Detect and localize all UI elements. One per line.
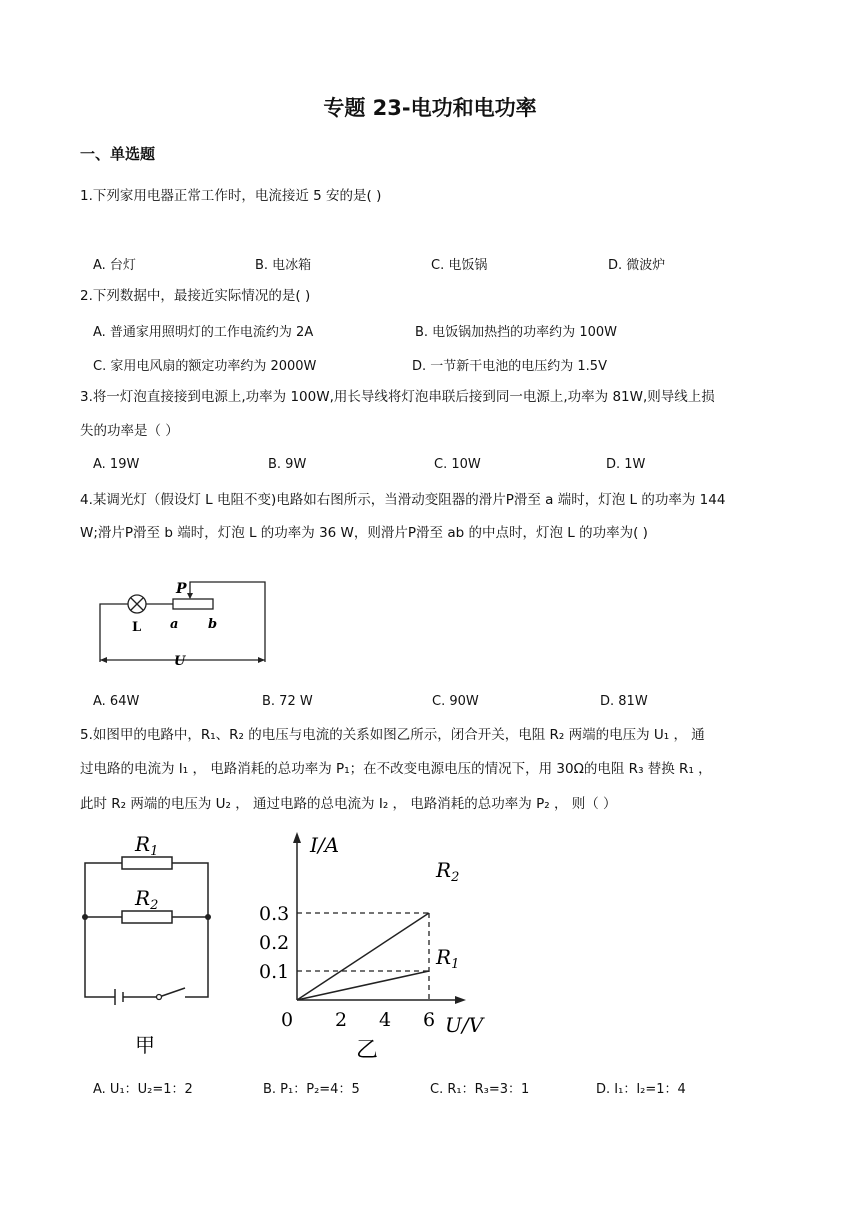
question-2-stem: 2.下列数据中，最接近实际情况的是( ): [80, 288, 311, 304]
question-3-stem-line1: 3.将一灯泡直接接到电源上,功率为 100W,用长导线将灯泡串联后接到同一电源上,功率为 81W,则导线上损: [80, 389, 715, 405]
q2-option-d[interactable]: D. 一节新干电池的电压约为 1.5V: [412, 359, 607, 374]
section-heading: 一、单选题: [80, 145, 156, 163]
q3-option-c[interactable]: C. 10W: [434, 457, 481, 472]
y-axis-label: I/A: [310, 833, 340, 857]
end-b-label: b: [208, 617, 218, 632]
x-axis-arrow: [455, 996, 466, 1004]
series-line-r2: [297, 913, 429, 1000]
q4-option-b[interactable]: B. 72 W: [262, 694, 313, 709]
question-5-stem-line2: 过电路的电流为 I₁ ， 电路消耗的总功率为 P₁；在不改变电源电压的情况下，用 30Ω的电阻 R₃ 替换 R₁ ，: [80, 761, 712, 777]
q5-option-a[interactable]: A. U₁：U₂=1：2: [93, 1082, 193, 1097]
q3-option-a[interactable]: A. 19W: [93, 457, 140, 472]
q3-option-b[interactable]: B. 9W: [268, 457, 307, 472]
question-1-stem: 1.下列家用电器正常工作时，电流接近 5 安的是( ): [80, 188, 382, 204]
y-tick-label: 0.1: [259, 961, 290, 983]
q2-option-a[interactable]: A. 普通家用照明灯的工作电流约为 2A: [93, 325, 314, 340]
r2-label-sub: 2: [150, 898, 159, 913]
q3-option-d[interactable]: D. 1W: [606, 457, 646, 472]
page-title: 专题 23-电功和电功率: [323, 96, 537, 120]
q4-option-d[interactable]: D. 81W: [600, 694, 648, 709]
parallel-circuit-diagram: [75, 825, 220, 1060]
iu-graph: [255, 830, 500, 1062]
question-3-stem-line2: 失的功率是（ ）: [80, 423, 179, 439]
dimmer-circuit-diagram: [90, 572, 280, 672]
end-a-label: a: [170, 617, 179, 632]
circuit-wire-left: [100, 604, 128, 662]
svg-text:R1: [435, 945, 459, 972]
q1-option-b[interactable]: B. 电冰箱: [255, 258, 312, 273]
q2-option-b[interactable]: B. 电饭锅加热挡的功率约为 100W: [415, 325, 617, 340]
x-tick-label: 2: [335, 1009, 348, 1031]
x-axis-label: U/V: [445, 1013, 484, 1037]
figure-yi-caption: 乙: [356, 1038, 379, 1062]
question-4-stem-line2: W;滑片P滑至 b 端时，灯泡 L 的功率为 36 W，则滑片P滑至 ab 的中点时，灯泡 L 的功率为( ): [80, 525, 648, 541]
lamp-label: L: [132, 620, 142, 635]
question-5-stem-line3: 此时 R₂ 两端的电压为 U₂ ， 通过电路的总电流为 I₂ ， 电路消耗的总功率为 P₂ ， 则（ ）: [80, 796, 617, 812]
y-tick-label: 0.3: [259, 903, 290, 925]
figure-jia-caption: 甲: [135, 1033, 155, 1057]
q5-option-c[interactable]: C. R₁：R₃=3：1: [430, 1082, 530, 1097]
q5-option-d[interactable]: D. I₁：I₂=1：4: [596, 1082, 686, 1097]
series-r1-label-sub: 1: [451, 957, 460, 972]
svg-text:R2: [435, 858, 459, 885]
r1-label: R: [135, 832, 151, 856]
voltage-label: U: [174, 654, 186, 669]
r1-label-sub: 1: [150, 844, 159, 859]
rheostat-symbol: [173, 599, 213, 609]
q4-option-c[interactable]: C. 90W: [432, 694, 479, 709]
resistor-r1-symbol: [122, 857, 172, 869]
svg-text:R1: [134, 832, 158, 859]
q1-option-a[interactable]: A. 台灯: [93, 258, 136, 273]
circuit-wire-right: [190, 582, 265, 662]
switch-symbol: [159, 988, 185, 997]
y-axis-arrow: [293, 832, 301, 843]
question-5-stem-line1: 5.如图甲的电路中，R₁、R₂ 的电压与电流的关系如图乙所示，闭合开关，电阻 R₂ 两端的电压为 U₁ ， 通: [80, 727, 705, 743]
q5-option-b[interactable]: B. P₁：P₂=4：5: [263, 1082, 360, 1097]
series-r2-label-sub: 2: [451, 870, 460, 885]
q1-option-d[interactable]: D. 微波炉: [608, 258, 666, 273]
x-tick-label: 0: [281, 1009, 294, 1031]
slider-label: P: [176, 581, 187, 597]
question-4-stem-line1: 4.某调光灯（假设灯 L 电阻不变)电路如右图所示，当滑动变阻器的滑片P滑至 a 端时，灯泡 L 的功率为 144: [80, 492, 726, 508]
series-r1-label: R: [436, 945, 452, 969]
y-tick-label: 0.2: [259, 932, 290, 954]
q2-option-c[interactable]: C. 家用电风扇的额定功率约为 2000W: [93, 359, 317, 374]
x-tick-label: 6: [423, 1009, 436, 1031]
resistor-r2-symbol: [122, 911, 172, 923]
q4-option-a[interactable]: A. 64W: [93, 694, 140, 709]
svg-text:R2: [134, 886, 158, 913]
q1-option-c[interactable]: C. 电饭锅: [431, 258, 488, 273]
series-line-r1: [297, 971, 429, 1000]
series-r2-label: R: [436, 858, 452, 882]
x-tick-label: 4: [379, 1009, 392, 1031]
r2-label: R: [135, 886, 151, 910]
